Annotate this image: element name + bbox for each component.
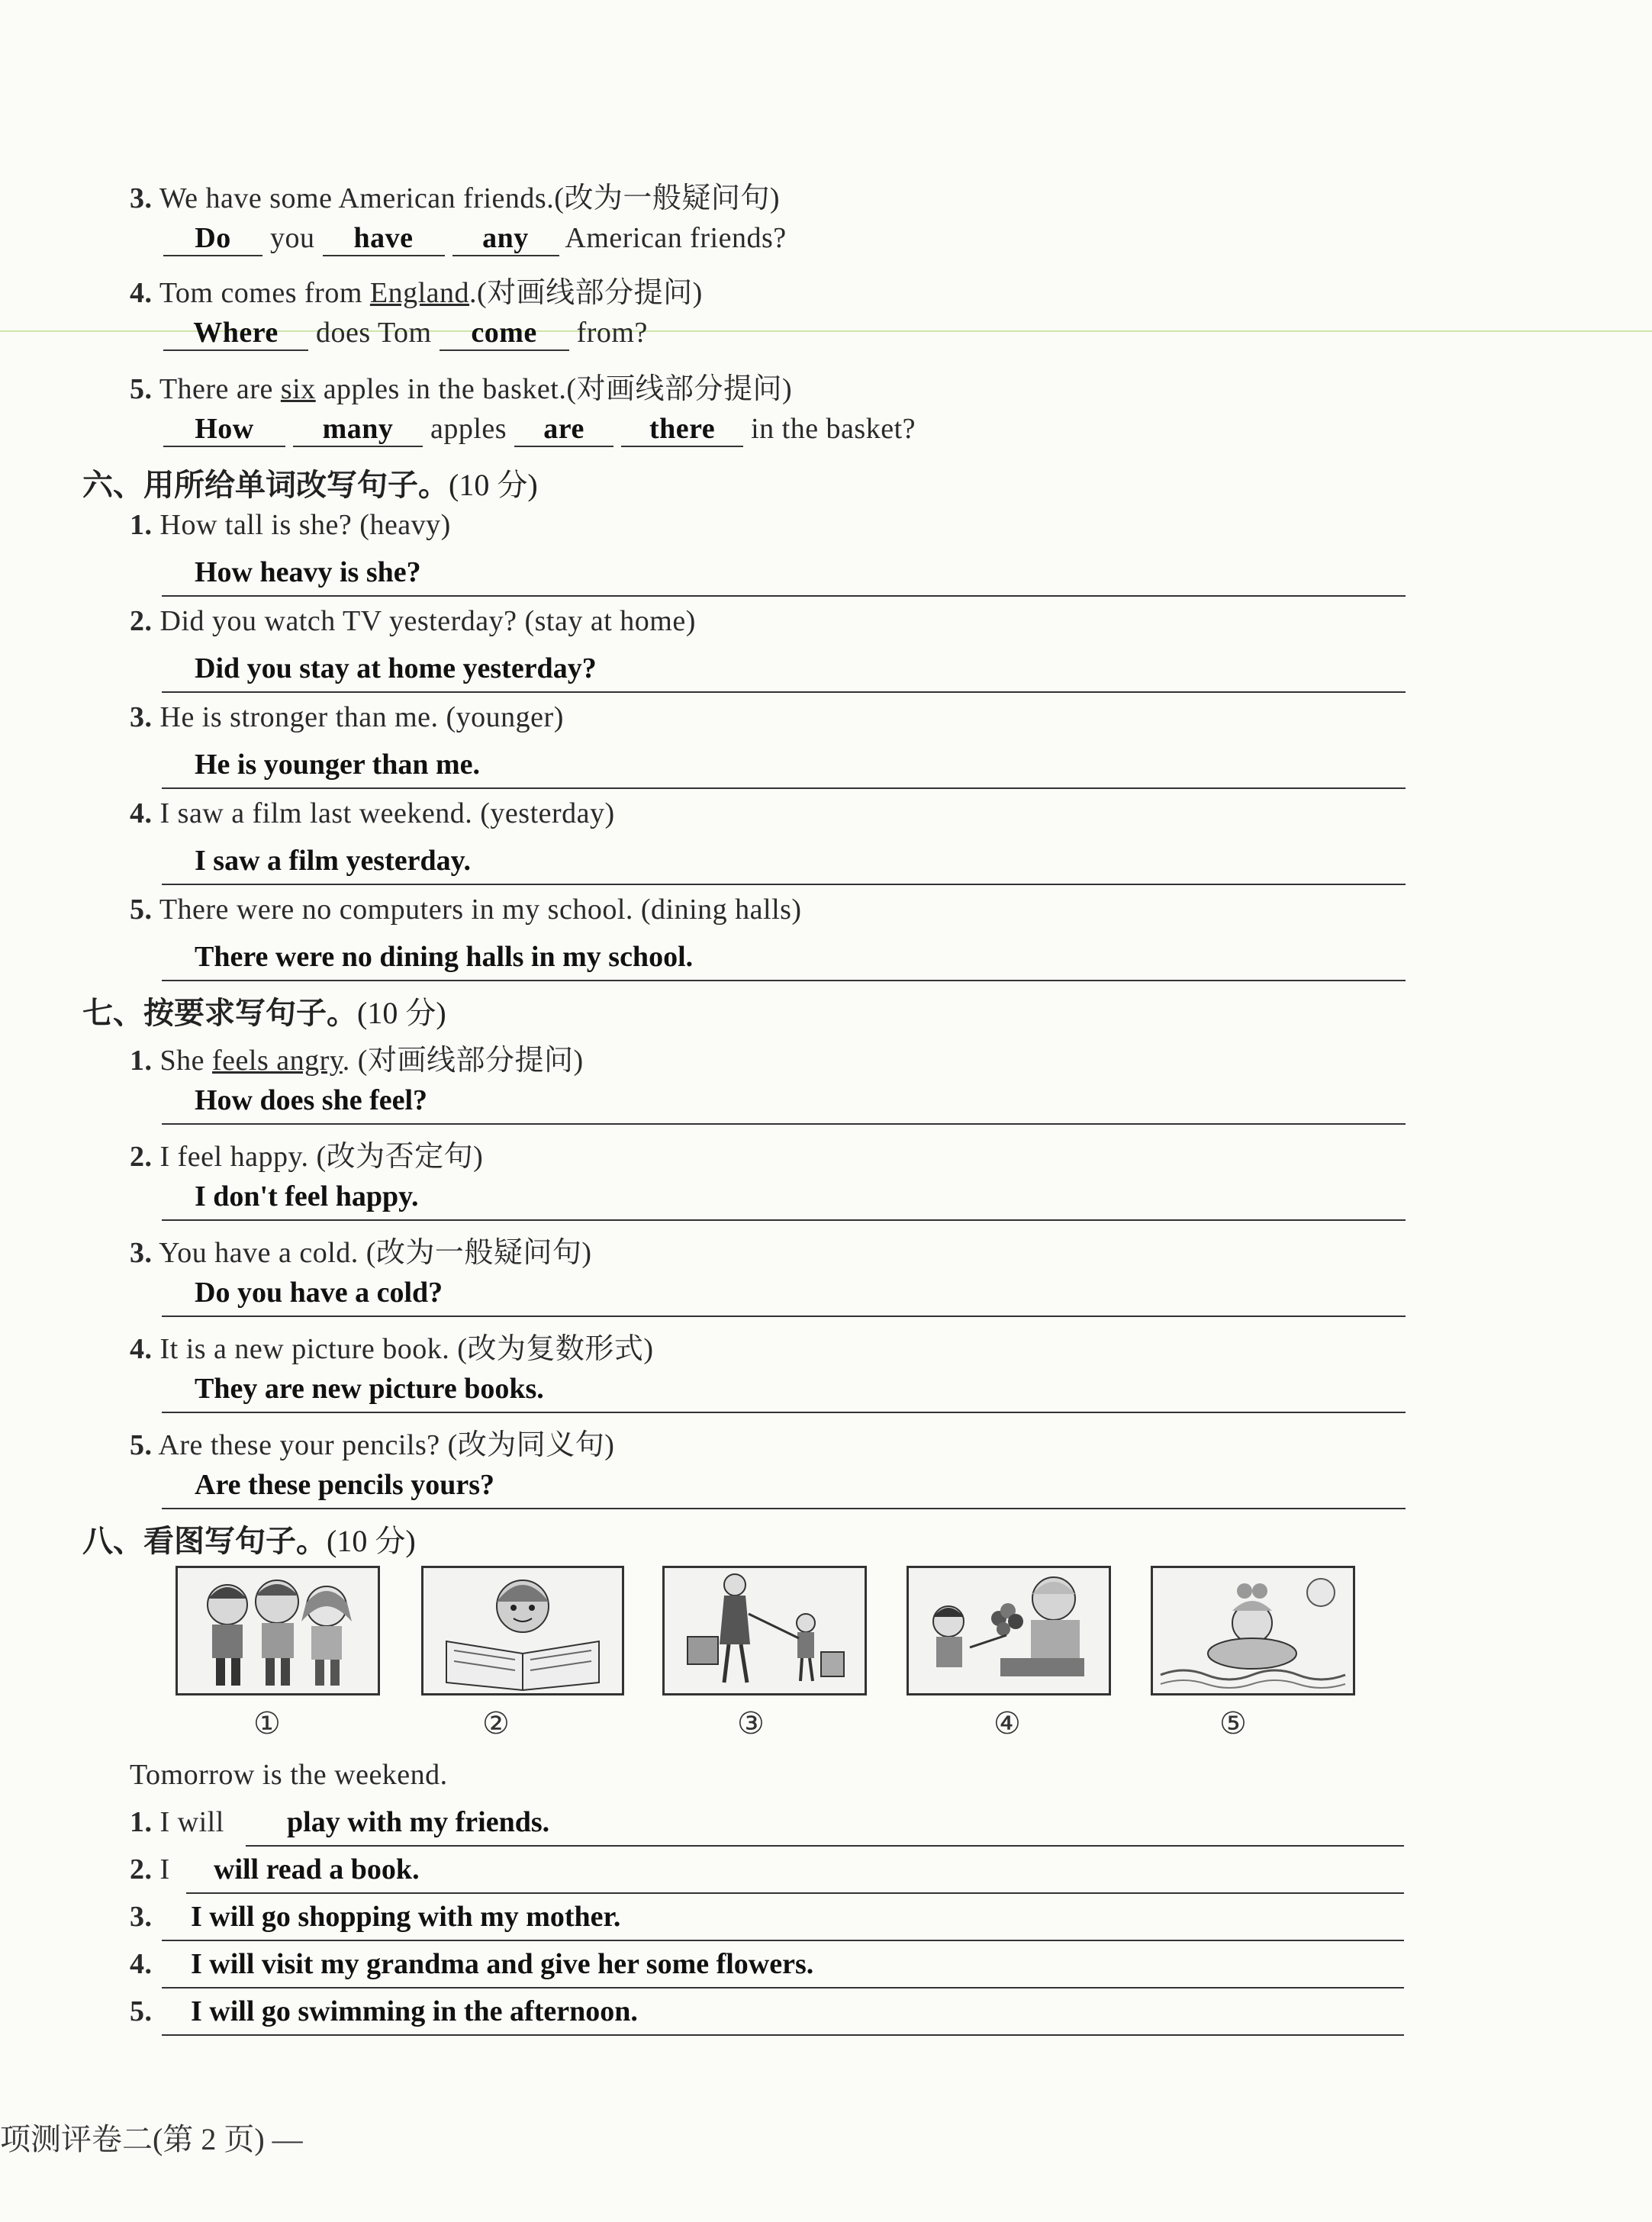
- answer-5-4: Where does Tom come from?: [163, 316, 648, 351]
- question-note: (改为一般疑问句): [554, 182, 781, 214]
- section-8-intro: Tomorrow is the weekend.: [130, 1759, 448, 1791]
- question-5-5: 5. There are six apples in the basket.(对画线部分提问): [130, 373, 793, 405]
- answer-8-1: play with my friends.: [287, 1806, 550, 1838]
- answer-line[interactable]: [246, 1845, 1404, 1847]
- answer-7-3: Do you have a cold?: [195, 1277, 443, 1309]
- picture-number-1: ①: [253, 1706, 281, 1741]
- answer-blank[interactable]: many: [293, 412, 423, 447]
- picture-sentence-4: 4.: [130, 1948, 153, 1980]
- answer-7-4: They are new picture books.: [195, 1373, 544, 1405]
- answer-8-5: I will go swimming in the afternoon.: [191, 1995, 638, 2027]
- picture-sentence-5: 5.: [130, 1995, 153, 2027]
- answer-line[interactable]: [162, 980, 1406, 981]
- child-reading-book-illustration: [423, 1568, 622, 1693]
- answer-5-3: Do you have any American friends?: [163, 221, 787, 256]
- answer-blank[interactable]: there: [621, 412, 743, 447]
- answer-8-2: will read a book.: [214, 1853, 420, 1885]
- question-6-1: 1. How tall is she? (heavy): [130, 509, 451, 541]
- picture-sentence-2: 2. I: [130, 1853, 170, 1885]
- question-5-3: 3. We have some American friends.(改为一般疑问句): [130, 182, 781, 214]
- answer-8-4: I will visit my grandma and give her some flowers.: [191, 1948, 814, 1980]
- answer-7-5: Are these pencils yours?: [195, 1469, 494, 1501]
- picture-number-4: ④: [993, 1706, 1021, 1741]
- answer-blank[interactable]: have: [323, 221, 445, 256]
- section-7-title: 七、按要求写句子。(10 分): [82, 996, 446, 1031]
- children-playing-illustration: [178, 1568, 378, 1693]
- page-footer: 项测评卷二(第 2 页) —: [0, 2122, 303, 2156]
- question-6-4: 4. I saw a film last weekend. (yesterday): [130, 797, 615, 829]
- question-note: (对画线部分提问): [566, 373, 793, 405]
- picture-4-flowers: [907, 1566, 1111, 1695]
- picture-number-5: ⑤: [1219, 1706, 1247, 1741]
- picture-3-shopping: [662, 1566, 867, 1695]
- answer-line[interactable]: [162, 691, 1406, 693]
- underlined-word: feels angry: [212, 1045, 343, 1077]
- picture-2-reading: [421, 1566, 624, 1695]
- answer-7-2: I don't feel happy.: [195, 1180, 419, 1212]
- picture-sentence-1: 1. I will: [130, 1806, 224, 1838]
- answer-line[interactable]: [162, 1412, 1406, 1413]
- underlined-word: six: [280, 373, 316, 405]
- answer-blank[interactable]: come: [440, 316, 569, 351]
- answer-6-3: He is younger than me.: [195, 749, 481, 781]
- question-note: (对画线部分提问): [477, 277, 703, 309]
- section-8-title: 八、看图写句子。(10 分): [82, 1524, 416, 1559]
- question-5-4: 4. Tom comes from England.(对画线部分提问): [130, 277, 703, 309]
- answer-line[interactable]: [162, 2034, 1404, 2036]
- picture-number-2: ②: [482, 1706, 510, 1741]
- answer-5-5: How many apples are there in the basket?: [163, 412, 916, 447]
- question-6-2: 2. Did you watch TV yesterday? (stay at home): [130, 605, 696, 637]
- answer-6-2: Did you stay at home yesterday?: [195, 652, 597, 684]
- answer-line[interactable]: [162, 1508, 1406, 1509]
- girl-giving-flowers-illustration: [909, 1568, 1109, 1693]
- answer-line[interactable]: [162, 595, 1406, 597]
- answer-blank[interactable]: How: [163, 412, 285, 447]
- answer-blank[interactable]: Do: [163, 221, 262, 256]
- answer-line[interactable]: [186, 1892, 1404, 1894]
- answer-line[interactable]: [162, 787, 1406, 789]
- question-6-3: 3. He is stronger than me. (younger): [130, 701, 564, 733]
- answer-line[interactable]: [162, 1987, 1404, 1989]
- underlined-word: England: [369, 277, 470, 309]
- picture-sentence-3: 3.: [130, 1901, 153, 1933]
- section-6-title: 六、用所给单词改写句子。(10 分): [82, 468, 538, 503]
- child-swimming-illustration: [1153, 1568, 1353, 1693]
- answer-blank[interactable]: are: [514, 412, 613, 447]
- picture-5-swimming: [1151, 1566, 1355, 1695]
- picture-1-friends: [176, 1566, 380, 1695]
- answer-6-1: How heavy is she?: [195, 556, 421, 588]
- question-7-5: 5. Are these your pencils? (改为同义句): [130, 1429, 615, 1461]
- question-7-2: 2. I feel happy. (改为否定句): [130, 1141, 484, 1173]
- answer-line[interactable]: [162, 1123, 1406, 1125]
- answer-line[interactable]: [162, 1219, 1406, 1221]
- answer-line[interactable]: [162, 1940, 1404, 1941]
- answer-line[interactable]: [162, 1315, 1406, 1317]
- question-6-5: 5. There were no computers in my school. (dining halls): [130, 894, 802, 926]
- answer-line[interactable]: [162, 884, 1406, 885]
- answer-blank[interactable]: Where: [163, 316, 308, 351]
- question-7-3: 3. You have a cold. (改为一般疑问句): [130, 1237, 592, 1269]
- answer-8-3: I will go shopping with my mother.: [191, 1901, 621, 1933]
- question-7-4: 4. It is a new picture book. (改为复数形式): [130, 1333, 654, 1365]
- picture-number-3: ③: [737, 1706, 765, 1741]
- answer-6-5: There were no dining halls in my school.: [195, 941, 694, 973]
- answer-blank[interactable]: any: [452, 221, 559, 256]
- mother-child-shopping-illustration: [665, 1568, 865, 1693]
- answer-6-4: I saw a film yesterday.: [195, 845, 472, 877]
- answer-7-1: How does she feel?: [195, 1084, 428, 1116]
- question-7-1: 1. She feels angry. (对画线部分提问): [130, 1045, 584, 1077]
